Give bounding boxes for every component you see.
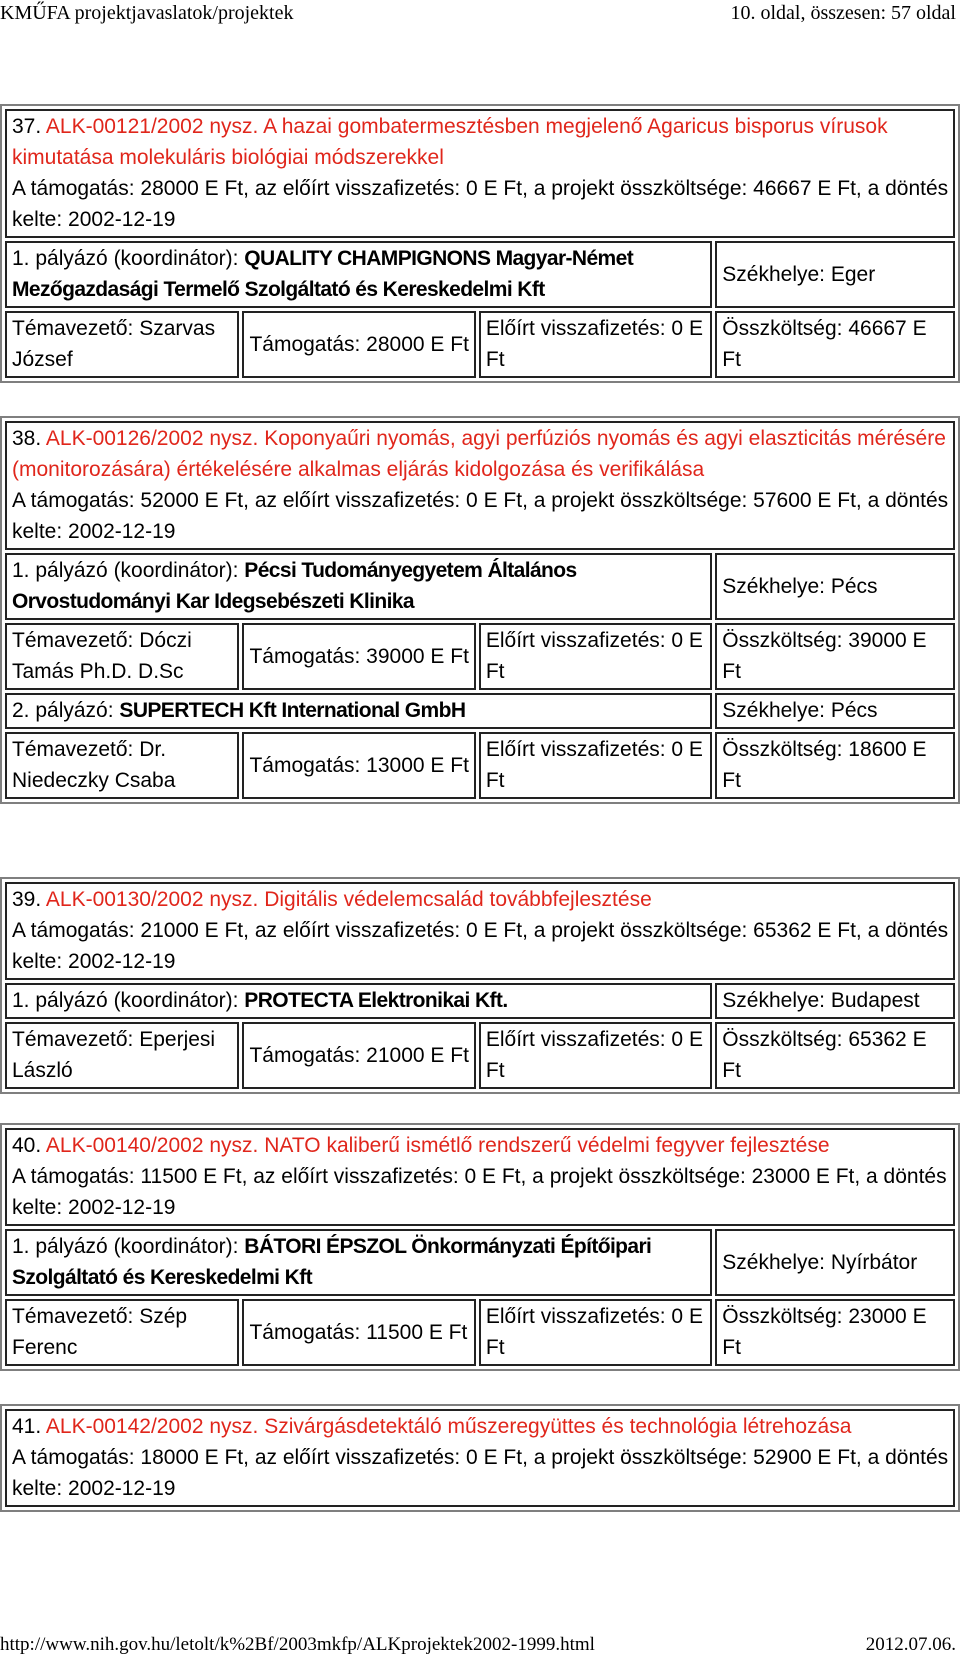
- applicant-cell: [5, 241, 712, 308]
- applicant-name: PROTECTA Elektronikai Kft.: [244, 989, 508, 1012]
- applicant-details-row: [5, 1299, 955, 1366]
- applicant-row: [5, 553, 955, 620]
- project-table: [0, 1123, 960, 1371]
- project-number: 38.: [12, 427, 42, 450]
- project-table: [0, 104, 960, 383]
- applicant-name: QUALITY CHAMPIGNONS Magyar-Német Mezőgazdasági Termelő Szolgáltató és Kereskedelmi Kft: [12, 247, 634, 301]
- applicant-cell: [5, 693, 712, 729]
- project-title: Szivárgásdetektáló műszeregyüttes és technológia létrehozása: [264, 1415, 852, 1438]
- applicant-label: 1. pályázó (koordinátor):: [12, 559, 245, 582]
- total-cost-cell: Összköltség: 18600 E Ft: [715, 732, 955, 799]
- repayment-cell: Előírt visszafizetés: 0 E Ft: [479, 623, 712, 690]
- support-amount-cell: Támogatás: 28000 E Ft: [242, 311, 475, 378]
- project-id-link[interactable]: ALK-00142/2002 nysz.: [45, 1415, 259, 1438]
- project-block: [0, 1123, 960, 1371]
- applicant-row: [5, 983, 955, 1019]
- repayment-cell: Előírt visszafizetés: 0 E Ft: [479, 311, 712, 378]
- applicant-label: 2. pályázó:: [12, 699, 120, 722]
- project-number: 41.: [12, 1415, 42, 1438]
- applicant-label: 1. pályázó (koordinátor):: [12, 989, 245, 1012]
- total-cost-cell: Összköltség: 46667 E Ft: [715, 311, 955, 378]
- page-footer-url: http://www.nih.gov.hu/letolt/k%2Bf/2003mkfp/ALKprojektek2002-1999.html: [0, 1634, 595, 1655]
- project-id-link[interactable]: ALK-00140/2002 nysz.: [45, 1134, 259, 1157]
- applicant-seat: Székhelye: Eger: [715, 241, 955, 308]
- support-amount-cell: Támogatás: 11500 E Ft: [242, 1299, 475, 1366]
- project-table: [0, 1404, 960, 1512]
- project-header-cell: [5, 109, 955, 238]
- applicant-details-row: [5, 732, 955, 799]
- applicant-seat: Székhelye: Budapest: [715, 983, 955, 1019]
- applicant-cell: [5, 1229, 712, 1296]
- project-header-cell: [5, 421, 955, 550]
- applicant-details-row: [5, 1022, 955, 1089]
- project-block: [0, 416, 960, 804]
- project-summary: A támogatás: 21000 E Ft, az előírt visszafizetés: 0 E Ft, a projekt összköltsége: 65362 E Ft, a döntés kelte: 2002-12-19: [12, 919, 949, 973]
- project-leader-cell: Témavezető: Szép Ferenc: [5, 1299, 239, 1366]
- applicant-details-row: [5, 623, 955, 690]
- project-summary: A támogatás: 28000 E Ft, az előírt visszafizetés: 0 E Ft, a projekt összköltsége: 46667 E Ft, a döntés kelte: 2002-12-19: [12, 177, 949, 231]
- applicant-seat: Székhelye: Pécs: [715, 553, 955, 620]
- total-cost-cell: Összköltség: 65362 E Ft: [715, 1022, 955, 1089]
- project-title: A hazai gombatermesztésben megjelenő Agaricus bisporus vírusok kimutatása molekuláris biológiai módszerekkel: [12, 115, 888, 169]
- project-summary: A támogatás: 52000 E Ft, az előírt visszafizetés: 0 E Ft, a projekt összköltsége: 57600 E Ft, a döntés kelte: 2002-12-19: [12, 489, 949, 543]
- project-summary: A támogatás: 11500 E Ft, az előírt visszafizetés: 0 E Ft, a projekt összköltsége: 23000 E Ft, a döntés kelte: 2002-12-19: [12, 1165, 947, 1219]
- page-header-page-info: 10. oldal, összesen: 57 oldal: [730, 2, 956, 24]
- project-id-link[interactable]: ALK-00126/2002 nysz.: [45, 427, 259, 450]
- support-amount-cell: Támogatás: 21000 E Ft: [242, 1022, 475, 1089]
- project-header-cell: [5, 1409, 955, 1507]
- project-header-cell: [5, 882, 955, 980]
- repayment-cell: Előírt visszafizetés: 0 E Ft: [479, 1022, 712, 1089]
- applicant-label: 1. pályázó (koordinátor):: [12, 247, 245, 270]
- applicant-cell: [5, 983, 712, 1019]
- project-id-link[interactable]: ALK-00130/2002 nysz.: [45, 888, 259, 911]
- project-title: NATO kaliberű ismétlő rendszerű védelmi fegyver fejlesztése: [264, 1134, 830, 1157]
- applicant-name: BÁTORI ÉPSZOL Önkormányzati Építőipari Szolgáltató és Kereskedelmi Kft: [12, 1235, 652, 1289]
- project-number: 39.: [12, 888, 42, 911]
- applicant-label: 1. pályázó (koordinátor):: [12, 1235, 245, 1258]
- support-amount-cell: Támogatás: 39000 E Ft: [242, 623, 475, 690]
- page-footer-date: 2012.07.06.: [865, 1634, 956, 1655]
- repayment-cell: Előírt visszafizetés: 0 E Ft: [479, 1299, 712, 1366]
- project-title: Digitális védelemcsalád továbbfejlesztése: [264, 888, 652, 911]
- project-block: [0, 877, 960, 1094]
- project-block: [0, 1404, 960, 1512]
- project-leader-cell: Témavezető: Dóczi Tamás Ph.D. D.Sc: [5, 623, 239, 690]
- applicant-seat: Székhelye: Nyírbátor: [715, 1229, 955, 1296]
- project-leader-cell: Témavezető: Dr. Niedeczky Csaba: [5, 732, 239, 799]
- total-cost-cell: Összköltség: 23000 E Ft: [715, 1299, 955, 1366]
- project-block: [0, 104, 960, 383]
- project-table: [0, 416, 960, 804]
- project-leader-cell: Témavezető: Eperjesi László: [5, 1022, 239, 1089]
- applicant-name: SUPERTECH Kft International GmbH: [119, 699, 466, 722]
- applicant-cell: [5, 553, 712, 620]
- applicant-row: [5, 1229, 955, 1296]
- applicant-seat: Székhelye: Pécs: [715, 693, 955, 729]
- repayment-cell: Előírt visszafizetés: 0 E Ft: [479, 732, 712, 799]
- applicant-row: [5, 241, 955, 308]
- applicant-details-row: [5, 311, 955, 378]
- page-header-title: KMŰFA projektjavaslatok/projektek: [0, 2, 294, 24]
- project-table: [0, 877, 960, 1094]
- project-id-link[interactable]: ALK-00121/2002 nysz.: [45, 115, 259, 138]
- project-leader-cell: Témavezető: Szarvas József: [5, 311, 239, 378]
- applicant-row: [5, 693, 955, 729]
- project-summary: A támogatás: 18000 E Ft, az előírt visszafizetés: 0 E Ft, a projekt összköltsége: 52900 E Ft, a döntés kelte: 2002-12-19: [12, 1446, 949, 1500]
- project-number: 37.: [12, 115, 42, 138]
- project-header-cell: [5, 1128, 955, 1226]
- support-amount-cell: Támogatás: 13000 E Ft: [242, 732, 475, 799]
- applicant-name: Pécsi Tudományegyetem Általános Orvostudományi Kar Idegsebészeti Klinika: [12, 559, 577, 613]
- total-cost-cell: Összköltség: 39000 E Ft: [715, 623, 955, 690]
- project-number: 40.: [12, 1134, 42, 1157]
- page-cutoff: [0, 1546, 960, 1631]
- project-title: Koponyaűri nyomás, agyi perfúziós nyomás és agyi elaszticitás mérésére (monitorozására) értékelésére alkalmas eljárás kidolgozása és verifikálása: [12, 427, 946, 481]
